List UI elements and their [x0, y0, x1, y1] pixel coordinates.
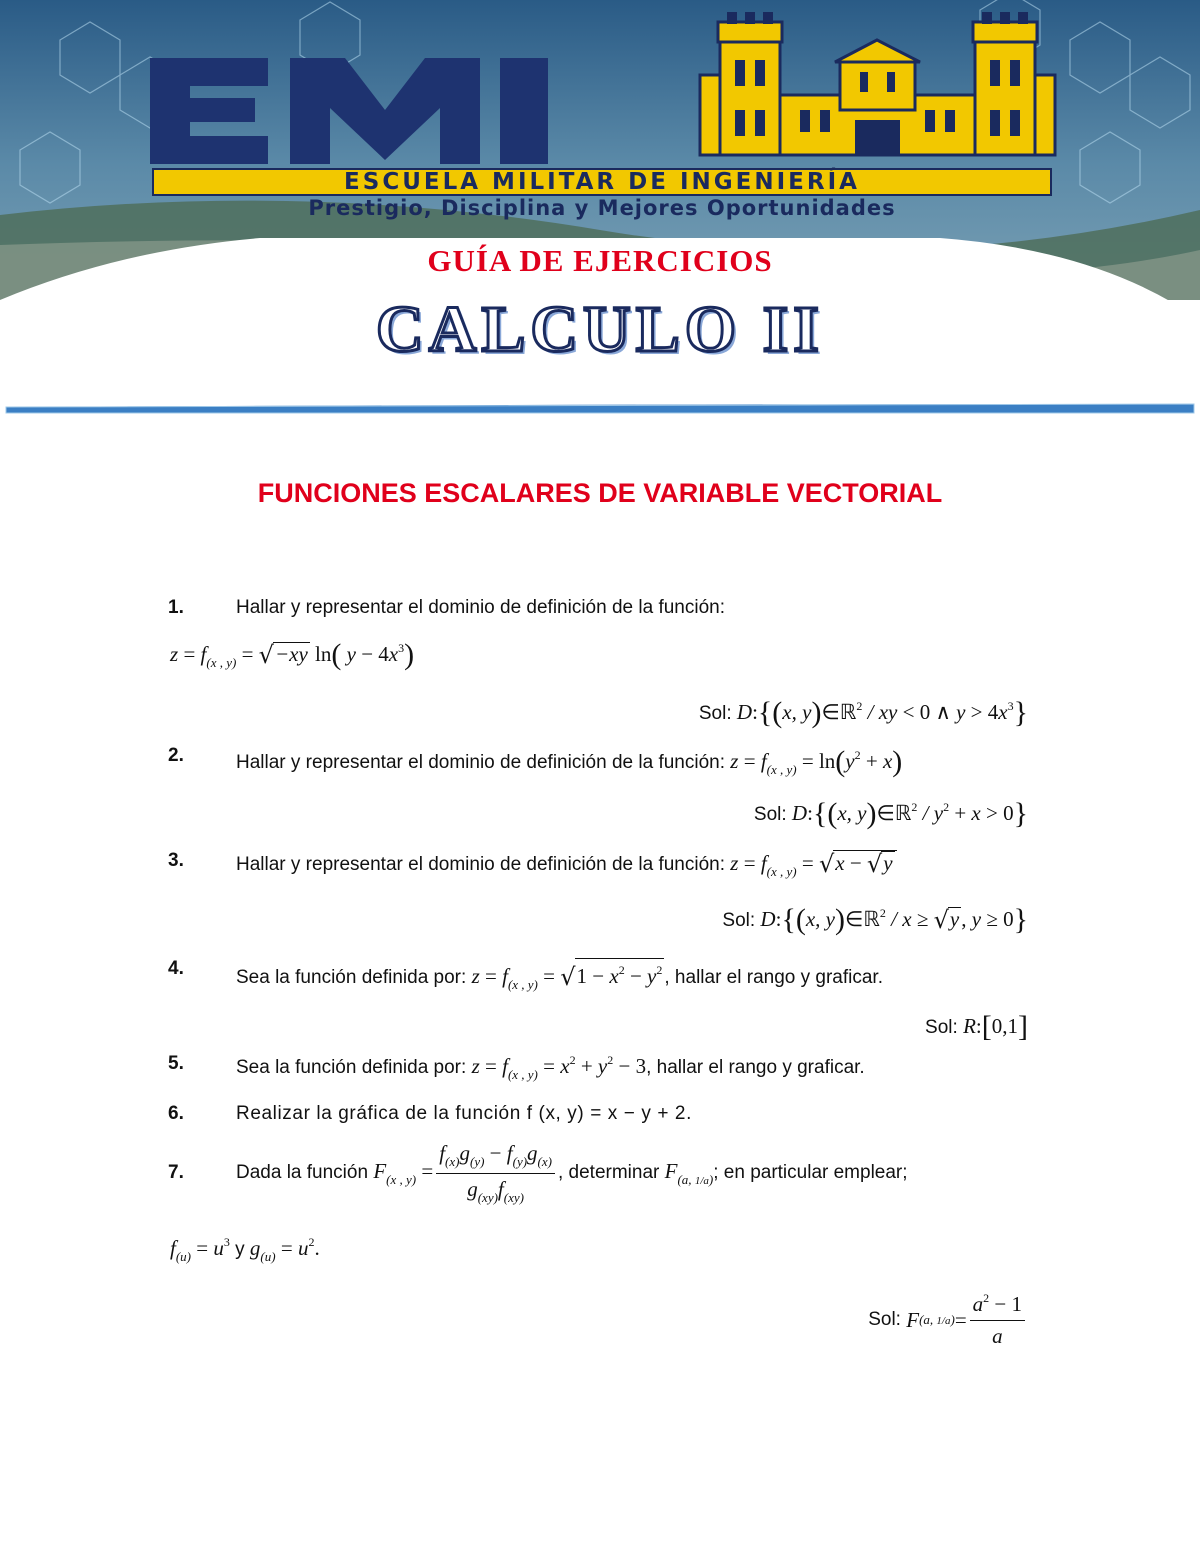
exercise-text-main: Hallar y representar el dominio de definición de la función: [236, 854, 725, 875]
solution: Sol: D:{(x, y)∈ℝ$^2$ / xy < 0 ∧ $y > 4x^3$} [698, 696, 1028, 729]
exercise-text-after: ; en particular emplear; [713, 1162, 908, 1183]
formula-F: $F_{(x , y)}$ = [373, 1158, 434, 1187]
exercise-text-mid: , determinar [557, 1162, 660, 1183]
formula-F-eval: $F_{(a, 1/a)}$ [664, 1158, 714, 1187]
formula: $z = f_{(x , y)} = √-xy$ ln( $y - 4x^3$) [170, 638, 415, 671]
guide-title: GUÍA DE EJERCICIOS [427, 243, 773, 278]
sol-label: Sol: [753, 804, 787, 825]
exercise-text [236, 850, 897, 880]
exercise-text-main: Hallar y representar el dominio de definición de la función: [236, 752, 725, 773]
school-tagline: Prestigio, Disciplina y Mejores Oportunidades [308, 196, 896, 220]
school-name: ESCUELA MILITAR DE INGENIERÍA [152, 168, 1052, 196]
exercise-text-after: , hallar el rango y graficar. [664, 967, 883, 988]
exercise-text [236, 1140, 908, 1205]
course-title: CALCULO II [376, 293, 824, 366]
conjunction: y [235, 1239, 245, 1260]
solution: Sol: D:{(x, y)∈ℝ$^2$ / x ≥ √y, y ≥ 0} [722, 903, 1028, 936]
exercise-text-main: Dada la función [236, 1162, 369, 1183]
exercise-text: Realizar la gráfica de la función f (x, y) = x − y + 2. [236, 1103, 692, 1124]
exercise-number: 3. [168, 850, 184, 871]
section-title: FUNCIONES ESCALARES DE VARIABLE VECTORIAL [257, 478, 943, 508]
formula: $f_{(u)} = u^3$ y $g_{(u)} = u^2$. [170, 1235, 320, 1264]
sol-label: Sol: [698, 703, 732, 724]
fraction: $\frac{f_{(x)}g_{(y)} - f_{(y)}g_{(x)}}{g_{(xy)}f_{(xy)}}$ [436, 1141, 555, 1206]
formula: $z = f_{(x , y)} = x^2 + y^2 - 3$ [471, 1053, 647, 1082]
exercise-number: 6. [168, 1103, 184, 1124]
sol-label: Sol: [868, 1309, 901, 1330]
exercise-number: 1. [168, 597, 184, 618]
exercise-number: 4. [168, 958, 184, 979]
formula: $z = f_{(x , y)} = √x - √y$ [730, 854, 896, 875]
exercise-number: 2. [168, 745, 184, 766]
header-banner [0, 0, 1200, 420]
formula: $z = f_{(x , y)} = \ln(y^2 + x)$ [730, 745, 903, 778]
exercise-number: 7. [168, 1162, 184, 1183]
exercise-7-solution [0, 1290, 1200, 1350]
exercise-number: 5. [168, 1053, 184, 1074]
exercise-text [236, 958, 883, 993]
exercise-text [236, 745, 902, 779]
sol-label: Sol: [925, 1017, 958, 1038]
exercise-text: Hallar y representar el dominio de definición de la función: [236, 597, 725, 618]
fraction: $\frac{a^2 - 1}{a}$ [970, 1291, 1025, 1349]
exercise-text-main: Sea la función definida por: [236, 1057, 467, 1078]
exercise-7 [0, 1140, 1200, 1205]
exercise-text-main: Sea la función definida por: [236, 967, 467, 988]
solution: Sol: R:[0,1] [925, 1010, 1028, 1043]
sol-label: Sol: [722, 910, 756, 931]
exercise-text [236, 1053, 865, 1083]
solution: Sol: F (a, 1/a) = $\frac{a^2 - 1}{a}$ [868, 1290, 1028, 1350]
exercise-text-after: , hallar el rango y graficar. [646, 1057, 865, 1078]
formula: $z = f_{(x , y)} = √1 - x^2 - y^2$ [472, 967, 665, 988]
solution: Sol: D:{(x, y)∈ℝ$^2$ / $y^2 + x > 0$} [753, 797, 1028, 830]
